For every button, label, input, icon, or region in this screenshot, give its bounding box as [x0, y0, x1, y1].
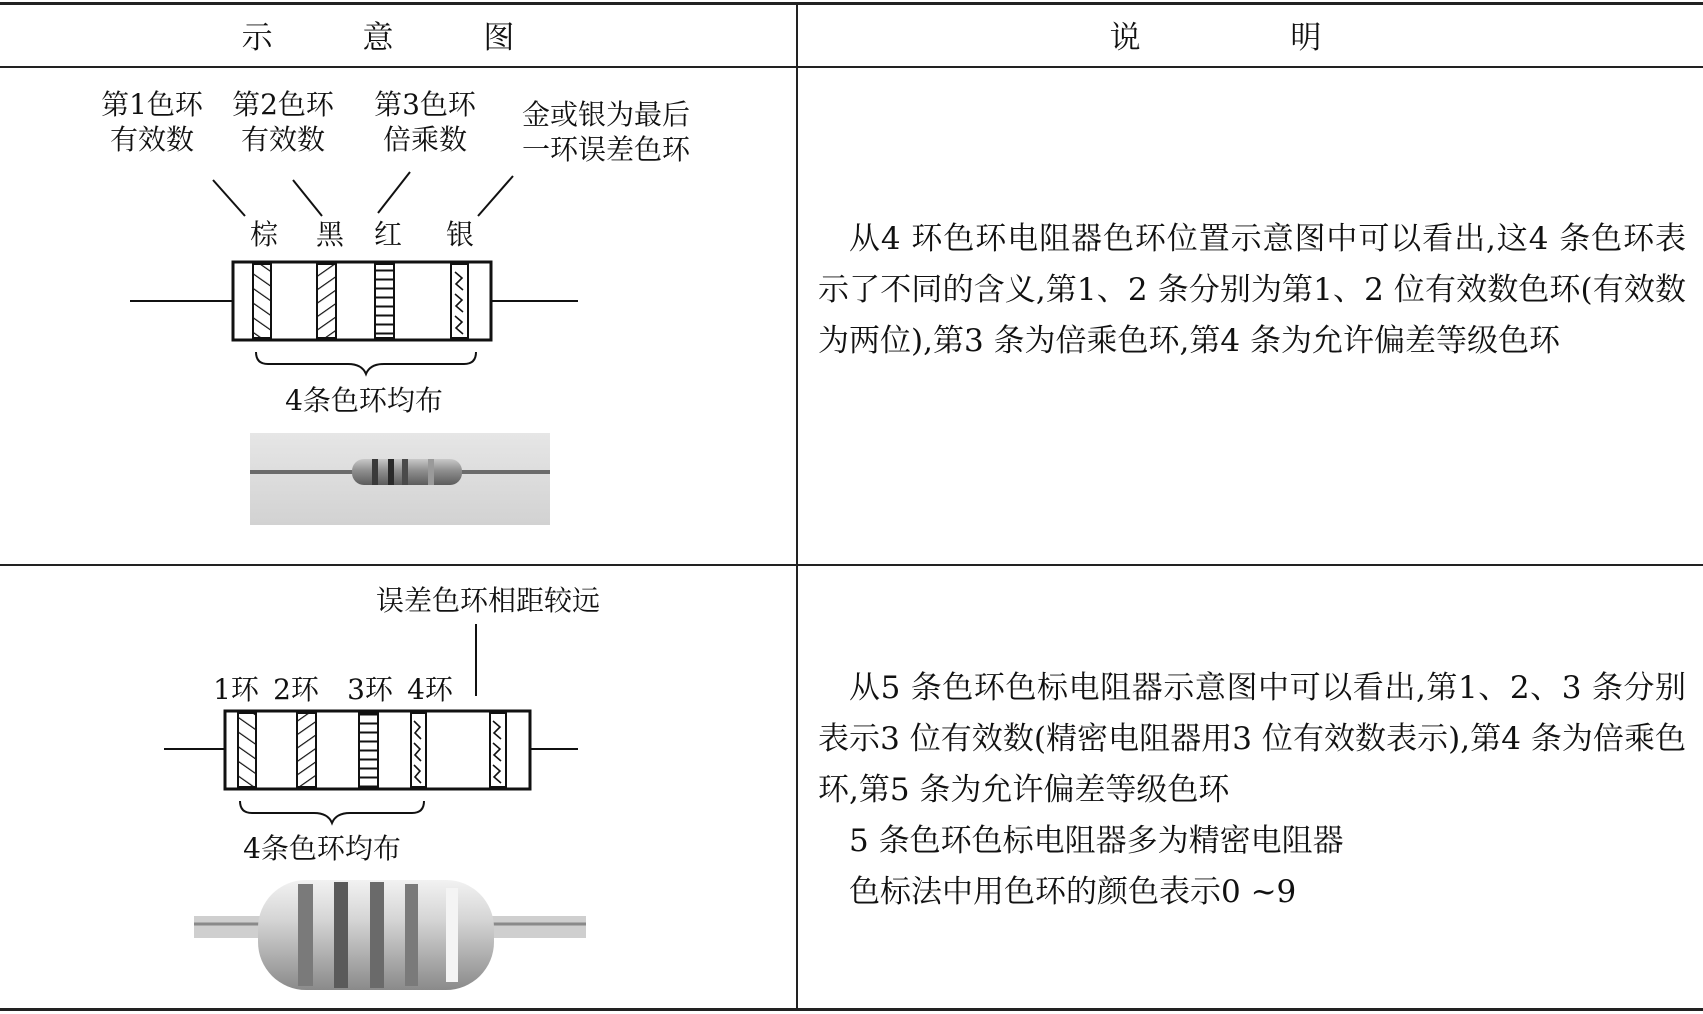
- color-brown: 棕: [249, 218, 279, 251]
- color-red: 红: [373, 218, 403, 251]
- brace: [256, 352, 476, 374]
- resistor-photo-5band: [194, 874, 586, 1000]
- header-description: 说 明: [1109, 19, 1392, 56]
- band-1: [238, 713, 256, 787]
- ring-label-3: 3环: [347, 673, 393, 706]
- ring-label-4: 4环: [407, 673, 453, 706]
- band-2: [317, 264, 336, 338]
- five-band-resistor-diagram: [0, 566, 796, 1008]
- band1-label-line1: 第1色环: [101, 88, 203, 121]
- band4-label-line1: 金或银为最后: [521, 98, 691, 131]
- leader-lines: [213, 172, 513, 216]
- column-divider: [796, 2, 798, 1011]
- band-2: [297, 713, 316, 787]
- row2-description-line-1: 从5 条色环色标电阻器示意图中可以看出,第1、2、3 条分别表示3 位有效数(精密电阻器用3 位有效数表示),第4 条为倍乘色环,第5 条为允许偏差等级色环: [818, 670, 1686, 808]
- resistor-photo-4band: [250, 433, 550, 525]
- band3-label-line2: 倍乘数: [382, 123, 468, 156]
- row2-description: [818, 663, 1686, 918]
- band4-label-line2: 一环误差色环: [521, 133, 691, 166]
- band3-label-line1: 第3色环: [374, 88, 476, 121]
- band-3: [375, 264, 394, 338]
- four-band-resistor-diagram: [0, 68, 796, 564]
- row1-description-text: 从4 环色环电阻器色环位置示意图中可以看出,这4 条色环表示了不同的含义,第1、2 条分别为第1、2 位有效数色环(有效数为两位),第3 条为倍乘色环,第4 条为允许偏差等级色环: [818, 221, 1686, 359]
- header-diagram: 示 意 图: [241, 19, 555, 56]
- row2-description-line-2: 5 条色环色标电阻器多为精密电阻器: [849, 823, 1344, 859]
- resistor-schematic-4band: [130, 262, 578, 340]
- brace-label: 4条色环均布: [285, 384, 443, 417]
- band-1: [253, 264, 271, 338]
- brace: [240, 801, 424, 823]
- band2-label-line1: 第2色环: [232, 88, 334, 121]
- band-3: [359, 713, 378, 787]
- row2-description-line-3: 色标法中用色环的颜色表示0 ~9: [849, 874, 1297, 910]
- band1-label-line2: 有效数: [109, 123, 195, 156]
- brace-label: 4条色环均布: [243, 832, 401, 865]
- color-silver: 银: [445, 218, 475, 251]
- bottom-rule: [0, 1008, 1703, 1011]
- band2-label-line2: 有效数: [240, 123, 326, 156]
- top-label: 误差色环相距较远: [375, 584, 601, 617]
- resistor-schematic-5band: [164, 711, 578, 789]
- color-black: 黑: [315, 218, 345, 251]
- row1-description: [818, 214, 1686, 367]
- ring-label-2: 2环: [273, 673, 319, 706]
- ring-label-1: 1环: [213, 673, 259, 706]
